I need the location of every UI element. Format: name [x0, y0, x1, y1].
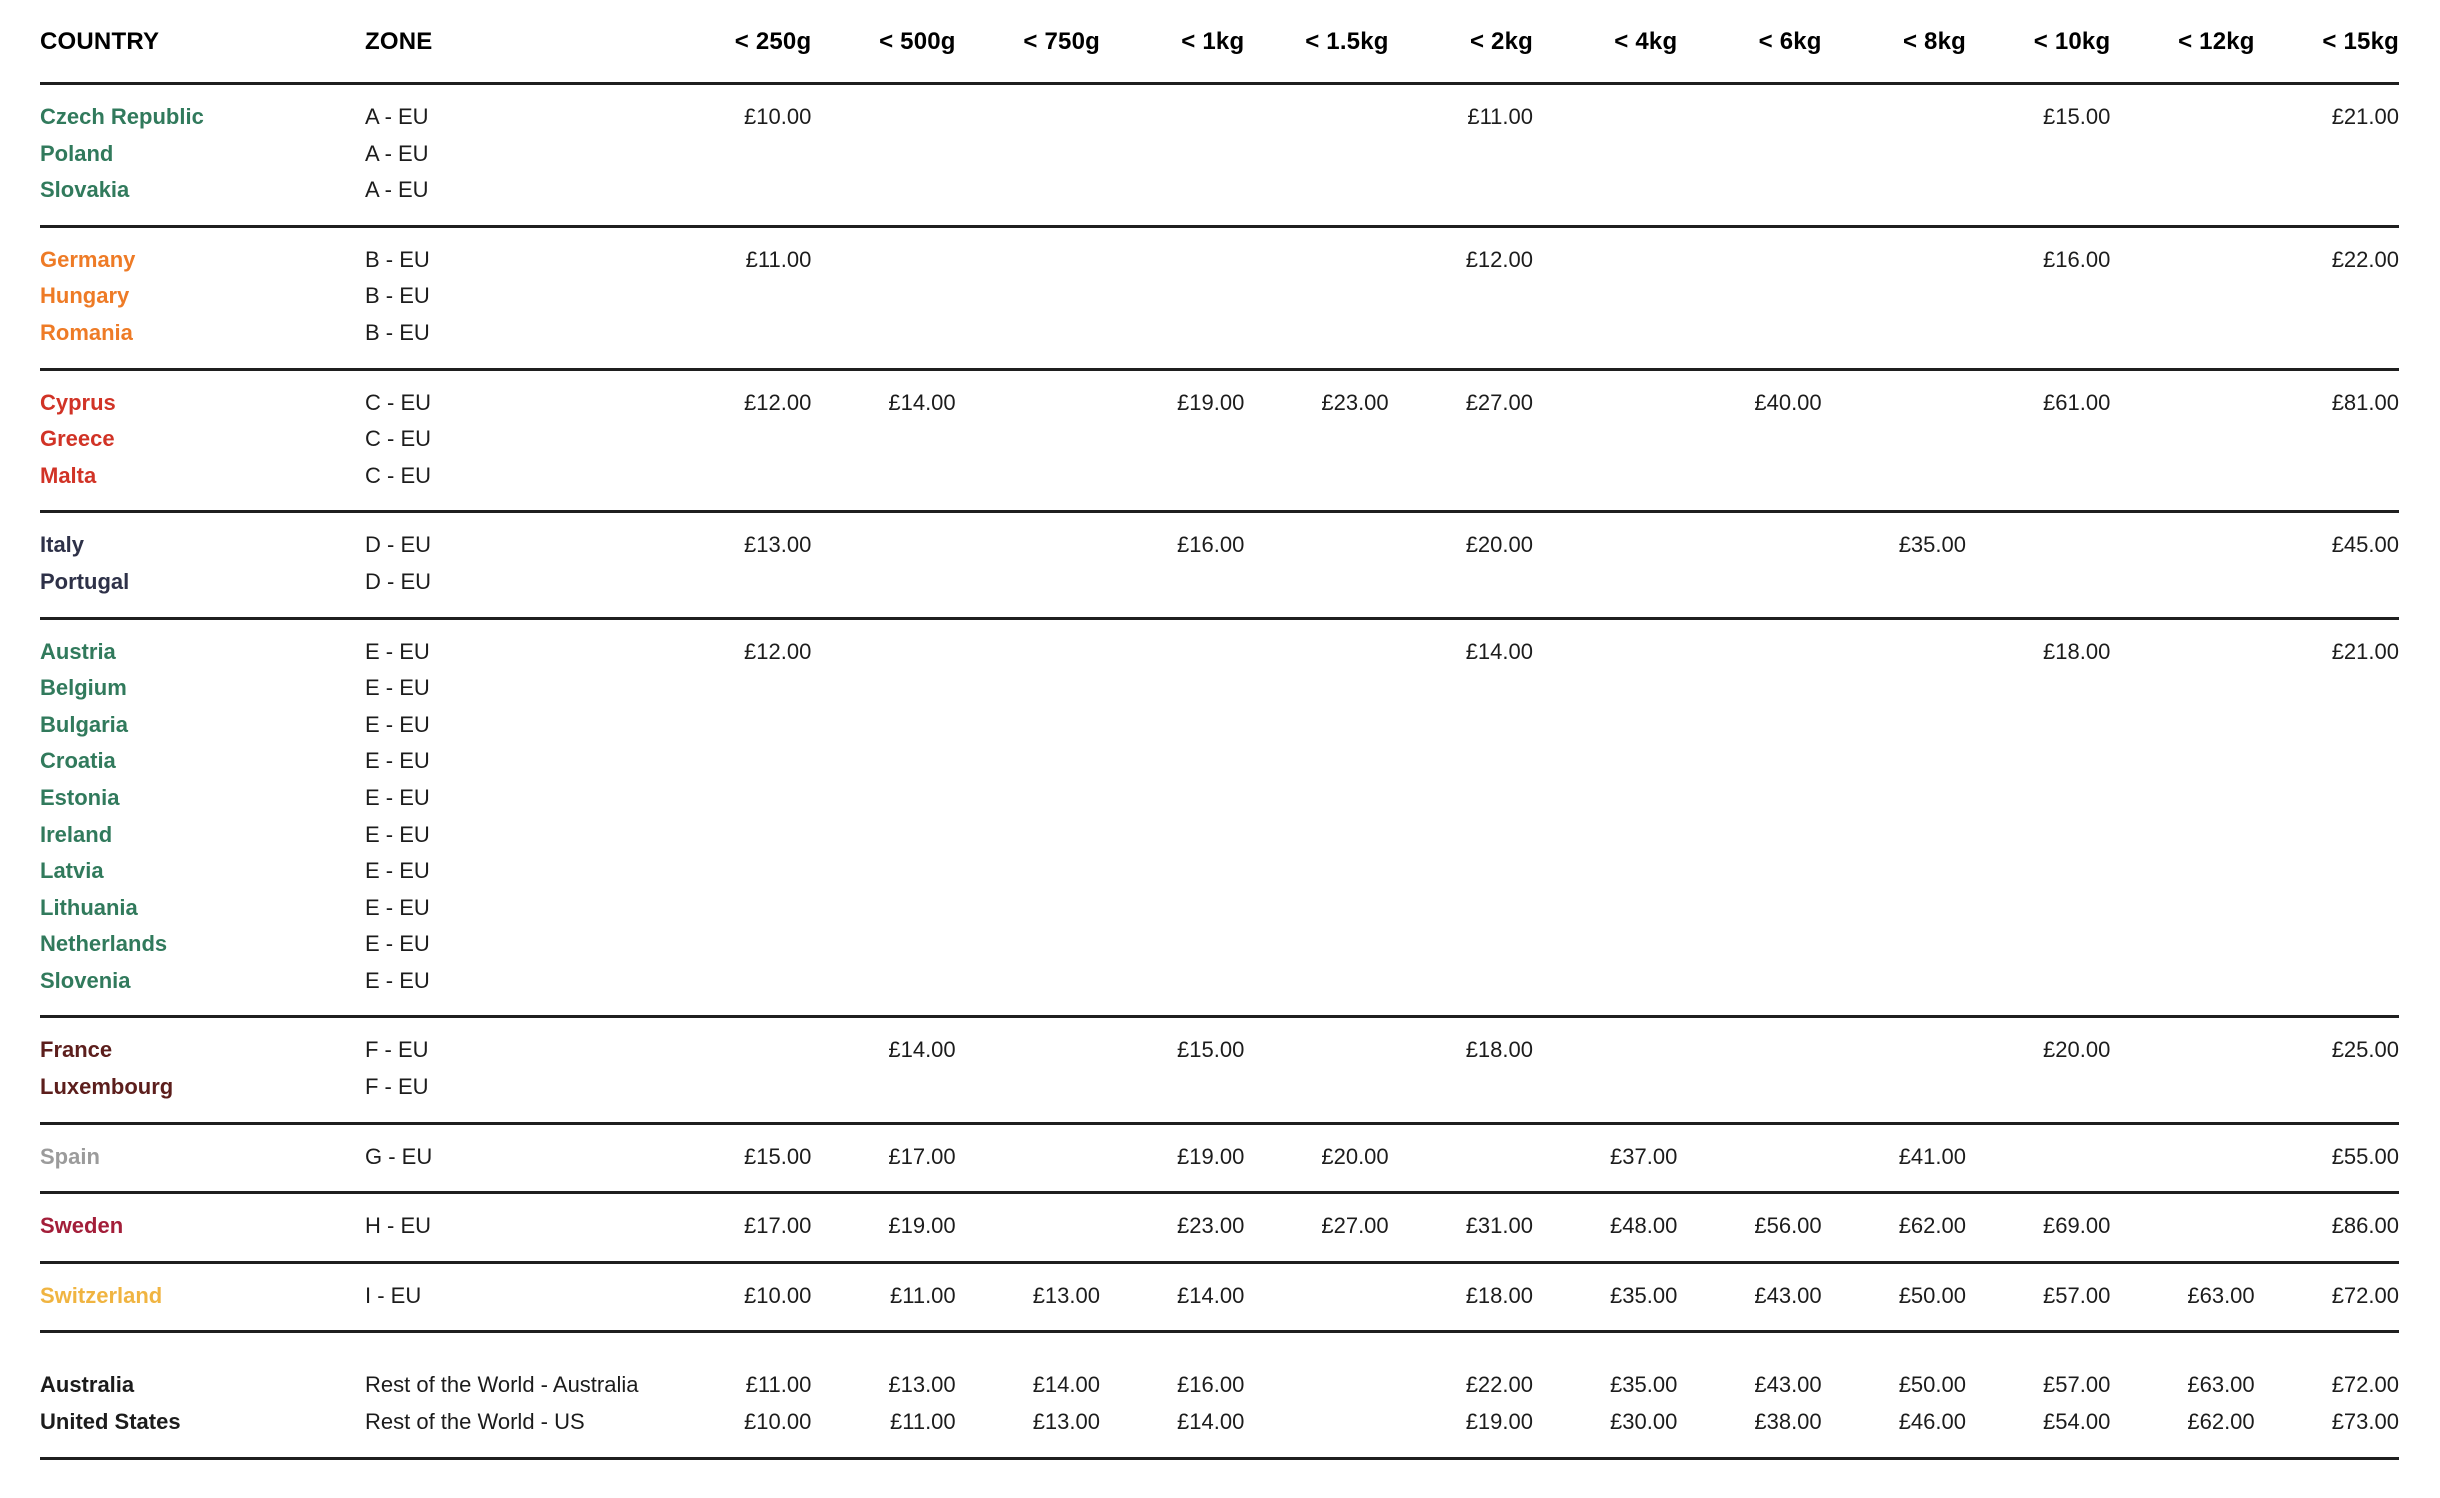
zone-label: H - EU	[365, 1213, 431, 1239]
country-name: Spain	[40, 1143, 100, 1169]
country-stack	[40, 634, 365, 1000]
price-value: £10.00	[744, 1409, 812, 1435]
price-value	[1677, 527, 1821, 600]
price-value: £27.00	[1321, 1213, 1389, 1239]
country-name: Slovenia	[40, 967, 131, 993]
header-country: COUNTRY	[40, 28, 160, 55]
header-weight: < 12kg	[2178, 28, 2255, 55]
price-value: £11.00	[890, 1409, 956, 1435]
price-value	[956, 634, 1100, 1000]
zone-label: D - EU	[365, 532, 431, 558]
zone-group-zone-i	[40, 1264, 2399, 1334]
country-name: Greece	[40, 426, 115, 452]
country-name: Netherlands	[40, 931, 168, 957]
price-value	[2110, 1032, 2254, 1105]
zone-label: C - EU	[365, 426, 431, 452]
price-value: £81.00	[2331, 389, 2399, 415]
zone-label: E - EU	[365, 821, 430, 847]
zone-label: B - EU	[365, 283, 430, 309]
price-value: £13.00	[1032, 1409, 1100, 1435]
price-value	[956, 527, 1100, 600]
header-weight: < 1.5kg	[1305, 28, 1389, 55]
country-name: Luxembourg	[40, 1074, 174, 1100]
price-value: £12.00	[744, 638, 812, 664]
country-stack	[40, 1208, 365, 1245]
country-stack	[40, 1278, 365, 1315]
price-value	[1533, 242, 1677, 352]
price-value: £38.00	[1754, 1409, 1822, 1435]
country-stack	[40, 1032, 365, 1105]
country-name: Germany	[40, 246, 136, 272]
header-weight: < 2kg	[1469, 28, 1533, 55]
price-value: £41.00	[1898, 1143, 1966, 1169]
price-value	[811, 242, 955, 352]
zone-stack	[365, 242, 667, 352]
price-value: £50.00	[1898, 1282, 1966, 1308]
price-value: £50.00	[1898, 1372, 1966, 1398]
price-value	[956, 1139, 1100, 1176]
price-value	[956, 99, 1100, 209]
zone-stack	[365, 527, 667, 600]
zone-group-rest-of-world	[40, 1333, 2399, 1459]
zone-label: E - EU	[365, 675, 430, 701]
price-value	[811, 634, 955, 1000]
price-value: £73.00	[2331, 1409, 2399, 1435]
price-value	[2110, 1139, 2254, 1176]
price-value: £56.00	[1754, 1213, 1822, 1239]
price-value: £57.00	[2043, 1282, 2111, 1308]
table-body	[40, 85, 2399, 1460]
header-weight: < 4kg	[1614, 28, 1678, 55]
country-name: Estonia	[40, 784, 120, 810]
zone-stack	[365, 1367, 667, 1440]
zone-group-zone-c	[40, 371, 2399, 514]
price-cell	[2255, 1367, 2399, 1440]
country-name: Cyprus	[40, 389, 116, 415]
header-weight: < 6kg	[1758, 28, 1822, 55]
price-cell	[667, 1367, 811, 1440]
price-value: £37.00	[1610, 1143, 1678, 1169]
price-value	[956, 242, 1100, 352]
price-value: £15.00	[744, 1143, 812, 1169]
price-value	[956, 1208, 1100, 1245]
country-name: Czech Republic	[40, 104, 204, 129]
price-value: £57.00	[2043, 1372, 2111, 1398]
country-stack	[40, 385, 365, 495]
price-value	[1244, 242, 1388, 352]
zone-group-zone-f	[40, 1018, 2399, 1124]
price-value: £72.00	[2331, 1282, 2399, 1308]
country-stack	[40, 1139, 365, 1176]
zone-group-zone-e	[40, 620, 2399, 1019]
price-value: £35.00	[1898, 532, 1966, 558]
price-value	[1100, 634, 1244, 1000]
zone-label: A - EU	[365, 140, 429, 166]
price-value: £18.00	[1465, 1282, 1533, 1308]
price-cell	[1533, 1367, 1677, 1440]
price-value: £19.00	[1177, 1143, 1245, 1169]
price-value	[1533, 385, 1677, 495]
price-value: £14.00	[1177, 1282, 1245, 1308]
zone-label: E - EU	[365, 931, 430, 957]
country-stack	[40, 1367, 365, 1440]
zone-label: C - EU	[365, 462, 431, 488]
price-value	[1822, 99, 1966, 209]
zone-label: Rest of the World - Australia	[365, 1372, 639, 1398]
price-value	[2110, 99, 2254, 209]
zone-label: E - EU	[365, 638, 430, 664]
price-value: £20.00	[2043, 1037, 2111, 1063]
price-value: £25.00	[2331, 1037, 2399, 1063]
header-weight: < 10kg	[2033, 28, 2111, 55]
price-value	[1677, 99, 1821, 209]
price-value	[667, 1032, 811, 1105]
price-value: £43.00	[1754, 1282, 1822, 1308]
country-name: Ireland	[40, 821, 113, 847]
price-value	[1533, 1032, 1677, 1105]
price-value: £55.00	[2331, 1143, 2399, 1169]
price-value: £86.00	[2331, 1213, 2399, 1239]
price-value: £19.00	[888, 1213, 956, 1239]
country-name: Italy	[40, 532, 85, 558]
price-value	[1100, 99, 1244, 209]
price-cell	[1100, 1367, 1244, 1440]
zone-stack	[365, 385, 667, 495]
zone-label: G - EU	[365, 1143, 433, 1169]
zone-stack	[365, 1278, 667, 1315]
price-cell	[1389, 1367, 1533, 1440]
zone-label: F - EU	[365, 1037, 429, 1063]
price-value: £17.00	[744, 1213, 812, 1239]
price-value: £11.00	[745, 246, 812, 272]
price-value: £54.00	[2043, 1409, 2111, 1435]
price-value: £63.00	[2187, 1282, 2255, 1308]
country-name: Malta	[40, 462, 97, 488]
zone-stack	[365, 1032, 667, 1105]
zone-label: F - EU	[365, 1074, 429, 1100]
zone-stack	[365, 634, 667, 1000]
zone-label: A - EU	[365, 104, 429, 129]
country-name: Australia	[40, 1372, 135, 1398]
price-value: £18.00	[1465, 1037, 1533, 1063]
price-value: £19.00	[1465, 1409, 1533, 1435]
price-value	[1244, 1032, 1388, 1105]
country-name: Poland	[40, 140, 114, 166]
country-stack	[40, 99, 365, 209]
price-value: £21.00	[2331, 104, 2399, 129]
price-value	[1533, 527, 1677, 600]
price-value	[1100, 242, 1244, 352]
price-value: £12.00	[744, 389, 812, 415]
price-value	[956, 385, 1100, 495]
country-name: Portugal	[40, 568, 130, 594]
header-zone: ZONE	[365, 28, 433, 55]
zone-label: E - EU	[365, 784, 430, 810]
price-value: £16.00	[1177, 1372, 1245, 1398]
price-value: £13.00	[1032, 1282, 1100, 1308]
price-value: £22.00	[2331, 246, 2399, 272]
price-value: £21.00	[2331, 638, 2399, 664]
price-value: £62.00	[1898, 1213, 1966, 1239]
price-value: £11.00	[1467, 104, 1533, 129]
zone-group-zone-b	[40, 228, 2399, 371]
price-value	[1822, 1032, 1966, 1105]
price-value	[1966, 527, 2110, 600]
price-value	[2110, 242, 2254, 352]
price-value: £11.00	[745, 1372, 812, 1398]
country-name: France	[40, 1037, 113, 1063]
zone-label: A - EU	[365, 177, 429, 203]
country-name: Croatia	[40, 748, 116, 774]
price-value	[2110, 385, 2254, 495]
price-value	[1822, 242, 1966, 352]
price-value: £43.00	[1754, 1372, 1822, 1398]
price-value: £14.00	[888, 1037, 956, 1063]
country-name: Sweden	[40, 1213, 124, 1239]
price-value: £10.00	[744, 104, 812, 129]
price-value	[1677, 1139, 1821, 1176]
price-cell	[1822, 1367, 1966, 1440]
price-value: £14.00	[1177, 1409, 1245, 1435]
price-value: £12.00	[1465, 246, 1533, 272]
zone-label: B - EU	[365, 246, 430, 272]
price-value: £35.00	[1610, 1372, 1678, 1398]
price-value: £22.00	[1465, 1372, 1533, 1398]
zone-group-zone-d	[40, 513, 2399, 619]
price-value	[1533, 634, 1677, 1000]
price-cell	[811, 1367, 955, 1440]
price-value	[1389, 1139, 1533, 1176]
price-value	[811, 99, 955, 209]
price-value: £61.00	[2043, 389, 2111, 415]
zone-label: B - EU	[365, 319, 430, 345]
price-value: £48.00	[1610, 1213, 1678, 1239]
price-value: £11.00	[890, 1282, 956, 1308]
price-value: £16.00	[2043, 246, 2111, 272]
price-value: £15.00	[2043, 104, 2111, 129]
zone-stack	[365, 1139, 667, 1176]
price-value: £35.00	[1610, 1282, 1678, 1308]
zone-label: E - EU	[365, 894, 430, 920]
zone-label: D - EU	[365, 568, 431, 594]
country-name: Slovakia	[40, 177, 130, 203]
zone-label: C - EU	[365, 389, 431, 415]
zone-label: E - EU	[365, 748, 430, 774]
country-name: Hungary	[40, 283, 130, 309]
price-value: £13.00	[744, 532, 812, 558]
price-value	[1244, 1278, 1388, 1315]
price-value	[1966, 1139, 2110, 1176]
price-value: £17.00	[888, 1143, 956, 1169]
price-cell	[1244, 1367, 1388, 1440]
zone-label: E - EU	[365, 858, 430, 884]
country-name: Romania	[40, 319, 133, 345]
header-weight: < 750g	[1023, 28, 1100, 55]
zone-label: Rest of the World - US	[365, 1409, 585, 1435]
country-stack	[40, 527, 365, 600]
price-value: £40.00	[1754, 389, 1822, 415]
zone-group-zone-g	[40, 1125, 2399, 1195]
price-value: £18.00	[2043, 638, 2111, 664]
zone-label: E - EU	[365, 711, 430, 737]
country-name: Latvia	[40, 858, 104, 884]
zone-stack	[365, 99, 667, 209]
country-name: Lithuania	[40, 894, 138, 920]
price-value: £23.00	[1321, 389, 1389, 415]
price-value: £16.00	[1177, 532, 1245, 558]
price-cell	[1966, 1367, 2110, 1440]
price-value	[1244, 634, 1388, 1000]
price-value: £23.00	[1177, 1213, 1245, 1239]
country-name: United States	[40, 1409, 181, 1435]
price-cell	[1677, 1367, 1821, 1440]
price-value: £19.00	[1177, 389, 1245, 415]
country-name: Austria	[40, 638, 116, 664]
zone-label: E - EU	[365, 967, 430, 993]
price-value: £63.00	[2187, 1372, 2255, 1398]
price-value: £30.00	[1610, 1409, 1678, 1435]
price-value: £62.00	[2187, 1409, 2255, 1435]
price-value: £72.00	[2331, 1372, 2399, 1398]
country-name: Bulgaria	[40, 711, 129, 737]
price-value	[1677, 1032, 1821, 1105]
price-value: £14.00	[888, 389, 956, 415]
price-cell	[2110, 1367, 2254, 1440]
price-value: £31.00	[1465, 1213, 1533, 1239]
zone-group-zone-h	[40, 1194, 2399, 1264]
header-weight: < 250g	[734, 28, 812, 55]
price-value	[2110, 527, 2254, 600]
price-value	[2110, 1208, 2254, 1245]
price-value	[2110, 634, 2254, 1000]
price-value: £14.00	[1465, 638, 1533, 664]
zone-stack	[365, 1208, 667, 1245]
price-value: £27.00	[1465, 389, 1533, 415]
header-row	[40, 0, 2399, 85]
zone-group-zone-a	[40, 85, 2399, 228]
price-cell	[956, 1367, 1100, 1440]
price-value	[1677, 634, 1821, 1000]
price-value	[1822, 385, 1966, 495]
price-value: £14.00	[1032, 1372, 1100, 1398]
price-value: £15.00	[1177, 1037, 1245, 1063]
price-value	[956, 1032, 1100, 1105]
header-weight: < 8kg	[1902, 28, 1966, 55]
country-name: Switzerland	[40, 1282, 163, 1308]
price-value: £10.00	[744, 1282, 812, 1308]
price-value: £20.00	[1321, 1143, 1389, 1169]
price-value: £45.00	[2331, 532, 2399, 558]
header-weight: < 15kg	[2322, 28, 2399, 55]
price-value	[1533, 99, 1677, 209]
price-value	[1244, 99, 1388, 209]
header-weight: < 1kg	[1181, 28, 1245, 55]
price-value	[1244, 527, 1388, 600]
price-value	[1677, 242, 1821, 352]
country-stack	[40, 242, 365, 352]
price-value: £69.00	[2043, 1213, 2111, 1239]
country-name: Belgium	[40, 675, 127, 701]
header-weight: < 500g	[879, 28, 956, 55]
price-value: £46.00	[1898, 1409, 1966, 1435]
price-value	[811, 527, 955, 600]
price-value: £13.00	[888, 1372, 956, 1398]
price-value: £20.00	[1465, 532, 1533, 558]
zone-label: I - EU	[365, 1282, 422, 1308]
price-value	[1822, 634, 1966, 1000]
